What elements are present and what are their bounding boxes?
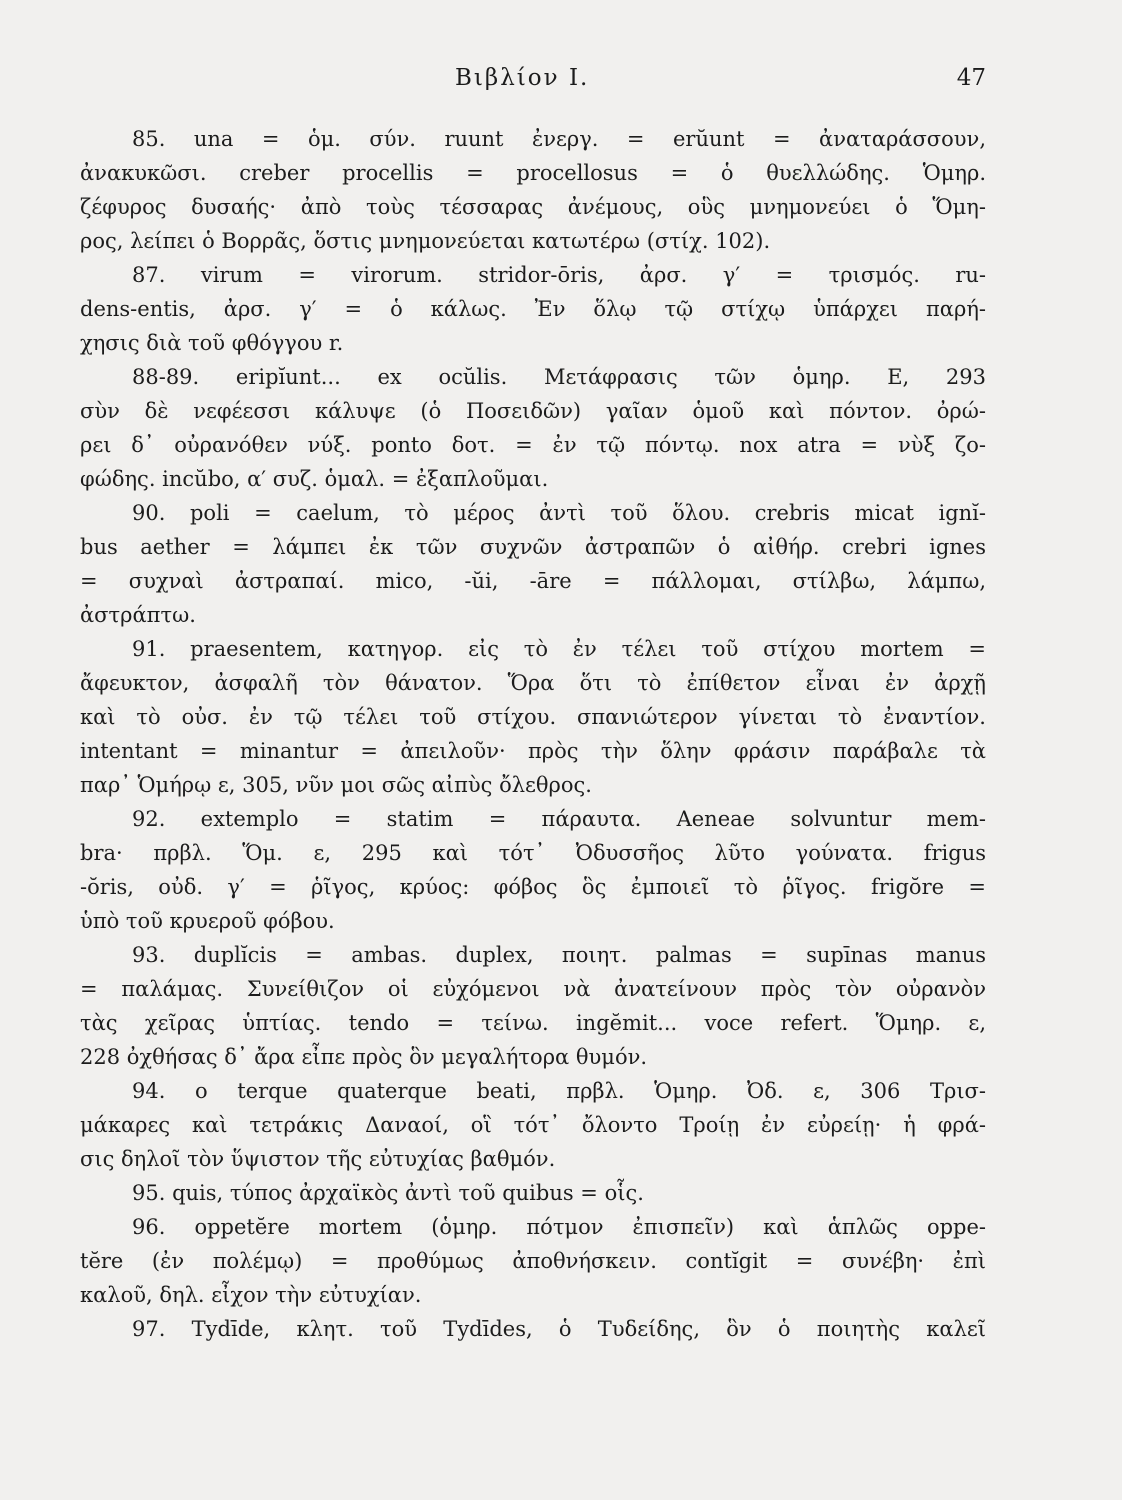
text-line: 85. una = ὁμ. σύν. ruunt ἐνεργ. = erŭunt = ἀναταράσσουν, [132,127,986,151]
text-line: ὑπὸ τοῦ κρυεροῦ φόβου. [80,909,335,933]
text-line: καὶ τὸ οὐσ. ἐν τῷ τέλει τοῦ στίχου. σπανιώτερον γίνεται τὸ ἐναντίον. [80,705,986,729]
text-line: 92. extemplo = statim = πάραυτα. Aeneae solvuntur mem- [132,807,986,831]
text-line: dens-entis, ἀρσ. γ′ = ὁ κάλως. Ἐν ὅλῳ τῷ στίχῳ ὑπάρχει παρή- [80,297,986,321]
text-line: ρει δ᾽ οὐρανόθεν νύξ. ponto δοτ. = ἐν τῷ πόντῳ. nox atra = νὺξ ζο- [80,433,986,457]
text-line: bra· πρβλ. Ὅμ. ε, 295 καὶ τότ᾽ Ὀδυσσῆος λῦτο γούνατα. frigus [80,841,986,865]
text-line: ἀνακυκῶσι. creber procellis = procellosus = ὁ θυελλώδης. Ὁμηρ. [80,161,986,185]
commentary-text [80,122,986,1346]
text-line: 97. Tydīde, κλητ. τοῦ Tydīdes, ὁ Τυδείδης, ὃν ὁ ποιητὴς καλεῖ [132,1317,986,1341]
text-line: ζέφυρος δυσαής· ἀπὸ τοὺς τέσσαρας ἀνέμους, οὓς μνημονεύει ὁ Ὅμη- [80,195,986,219]
text-line: 95. quis, τύπος ἀρχαϊκὸς ἀντὶ τοῦ quibus = οἷς. [132,1181,644,1205]
text-line: ἀστράπτω. [80,603,196,627]
text-line: ἄφευκτον, ἀσφαλῆ τὸν θάνατον. Ὅρα ὅτι τὸ ἐπίθετον εἶναι ἐν ἀρχῇ [80,671,986,695]
text-line: 94. o terque quaterque beati, πρβλ. Ὁμηρ. Ὀδ. ε, 306 Τρισ- [132,1079,986,1103]
text-line: 87. virum = virorum. stridor-ōris, ἀρσ. γ′ = τρισμός. ru- [132,263,986,287]
text-line: bus aether = λάμπει ἐκ τῶν συχνῶν ἀστραπῶν ὁ αἰθήρ. crebri ignes [80,535,986,559]
text-line: 91. praesentem, κατηγορ. εἰς τὸ ἐν τέλει τοῦ στίχου mortem = [132,637,986,661]
page-number: 47 [956,65,986,91]
text-line: 228 ὀχθήσας δ᾽ ἄρα εἶπε πρὸς ὃν μεγαλήτορα θυμόν. [80,1045,648,1069]
text-line: = συχναὶ ἀστραπαί. mico, -ŭi, -āre = πάλλομαι, στίλβω, λάμπω, [80,569,986,593]
text-line: tĕre (ἐν πολέμῳ) = προθύμως ἀποθνήσκειν. contĭgit = συνέβη· ἐπὶ [80,1249,986,1273]
text-line: -ŏris, οὐδ. γ′ = ῥῖγος, κρύος: φόβος ὃς ἐμποιεῖ τὸ ῥῖγος. frigŏre = [80,875,986,899]
text-line: χησις διὰ τοῦ φθόγγου r. [80,331,344,355]
text-line: τὰς χεῖρας ὑπτίας. tendo = τείνω. ingĕmit... voce refert. Ὅμηρ. ε, [80,1011,986,1035]
text-line: 90. poli = caelum, τὸ μέρος ἀντὶ τοῦ ὅλου. crebris micat ignĭ- [132,501,986,525]
text-line: φώδης. incŭbo, α′ συζ. ὁμαλ. = ἐξαπλοῦμαι. [80,467,549,491]
text-line: καλοῦ, δηλ. εἶχον τὴν εὐτυχίαν. [80,1283,422,1307]
text-line: μάκαρες καὶ τετράκις Δαναοί, οἳ τότ᾽ ὄλοντο Τροίῃ ἐν εὐρείῃ· ἡ φρά- [80,1113,986,1137]
text-line: ρος, λείπει ὁ Βορρᾶς, ὅστις μνημονεύεται κατωτέρω (στίχ. 102). [80,229,771,253]
text-line: παρ᾽ Ὁμήρῳ ε, 305, νῦν μοι σῶς αἰπὺς ὄλεθρος. [80,773,592,797]
running-title: Βιβλίον Ι. [455,65,590,91]
text-line: 96. oppetĕre mortem (ὁμηρ. πότμον ἐπισπεῖν) καὶ ἁπλῶς oppe- [132,1215,986,1239]
text-line: intentant = minantur = ἀπειλοῦν· πρὸς τὴν ὅλην φράσιν παράβαλε τὰ [80,739,986,763]
page-header [80,58,986,98]
text-line: = παλάμας. Συνείθιζον οἱ εὐχόμενοι νὰ ἀνατείνουν πρὸς τὸν οὐρανὸν [80,977,986,1001]
text-line: σὺν δὲ νεφέεσσι κάλυψε (ὁ Ποσειδῶν) γαῖαν ὁμοῦ καὶ πόντον. ὀρώ- [80,399,986,423]
text-line: 88-89. eripĭunt... ex ocŭlis. Μετάφρασις τῶν ὁμηρ. Ε, 293 [132,365,986,389]
text-line: 93. duplĭcis = ambas. duplex, ποιητ. palmas = supīnas manus [132,943,986,967]
text-line: σις δηλοῖ τὸν ὕψιστον τῆς εὐτυχίας βαθμόν. [80,1147,556,1171]
